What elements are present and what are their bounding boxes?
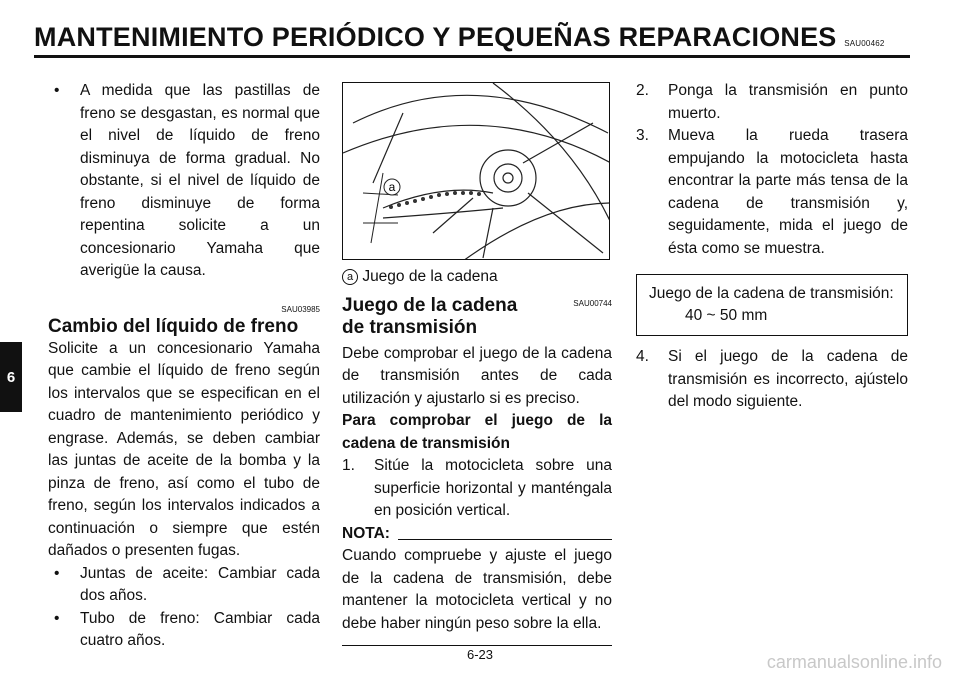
chain-illustration xyxy=(343,83,610,260)
spec-value: 40 ~ 50 mm xyxy=(685,307,768,324)
bullet-item: • Tubo de freno: Cambiar cada cuatro años. xyxy=(54,609,320,649)
step-item: 1. Sitúe la motocicleta sobre una superficie horizontal y manténgala en posición vertical. xyxy=(342,457,612,519)
watermark: carmanualsonline.info xyxy=(766,652,942,672)
section-heading: Cambio del líquido de freno xyxy=(48,315,299,337)
step-item: 2. Ponga la transmisión en punto muerto. xyxy=(636,82,908,122)
spec-label: Juego de la cadena de transmisión: xyxy=(649,285,894,302)
step-item: 3. Mueva la rueda trasera empujando la motocicleta hasta encontrar la parte más tensa de la cadena de transmisión y, seguidamente, mida el juego de ésta como se muestra. xyxy=(636,127,908,257)
spec-box xyxy=(636,274,908,336)
bullet-item: • A medida que las pastillas de freno se desgastan, es normal que el nivel de líquido de freno disminuya de forma gradual. No obstante, si el nivel de líquido de freno disminuye de forma repentina solicite a un concesionario Yamaha que averigüe la causa. xyxy=(54,82,320,279)
section-code: SAU00744 xyxy=(573,298,612,308)
figure-caption: a Juego de la cadena xyxy=(342,266,612,289)
section-code: SAU00462 xyxy=(844,39,885,48)
note-header: NOTA: xyxy=(342,523,612,546)
body-text: Solicite a un concesionario Yamaha que cambie el líquido de freno según los intervalos que se especifican en el cuadro de mantenimiento periódico y engrase. Además, se deben cambiar las juntas de aceite de la bomba y la pinza de freno, así como el tubo de freno, según los intervalos indicados a continuación o siempre que estén dañados o presenten fugas. xyxy=(48,339,320,559)
page-number: 6-23 xyxy=(466,647,494,662)
note-rule xyxy=(342,645,612,646)
chapter-tab: 6 xyxy=(0,342,22,412)
header-rule xyxy=(34,55,910,58)
section-heading-block xyxy=(342,295,612,339)
subheading: Para comprobar el juego de la cadena de transmisión xyxy=(342,412,612,452)
figure-callout: a xyxy=(388,180,396,194)
note-text: Cuando compruebe y ajuste el juego de la cadena de transmisión, debe mantener la motocicleta vertical y no debe haber ningún peso sobre la ella. xyxy=(342,547,612,632)
column-2 xyxy=(342,266,612,646)
page-title: MANTENIMIENTO PERIÓDICO Y PEQUEÑAS REPARACIONES SAU00462 xyxy=(34,22,885,52)
section-code: SAU03985 xyxy=(281,304,320,314)
callout-marker: a xyxy=(342,269,358,285)
column-3 xyxy=(636,80,908,414)
step-item: 4. Si el juego de la cadena de transmisión es incorrecto, ajústelo del modo siguiente. xyxy=(636,348,908,410)
section-heading: Juego de la cadena de transmisión xyxy=(342,294,518,338)
column-1 xyxy=(48,80,320,653)
bullet-item: • Juntas de aceite: Cambiar cada dos años. xyxy=(54,564,320,604)
body-text: Debe comprobar el juego de la cadena de transmisión antes de cada utilización y ajustarlo si es preciso. xyxy=(342,344,612,407)
chain-figure xyxy=(342,82,610,260)
